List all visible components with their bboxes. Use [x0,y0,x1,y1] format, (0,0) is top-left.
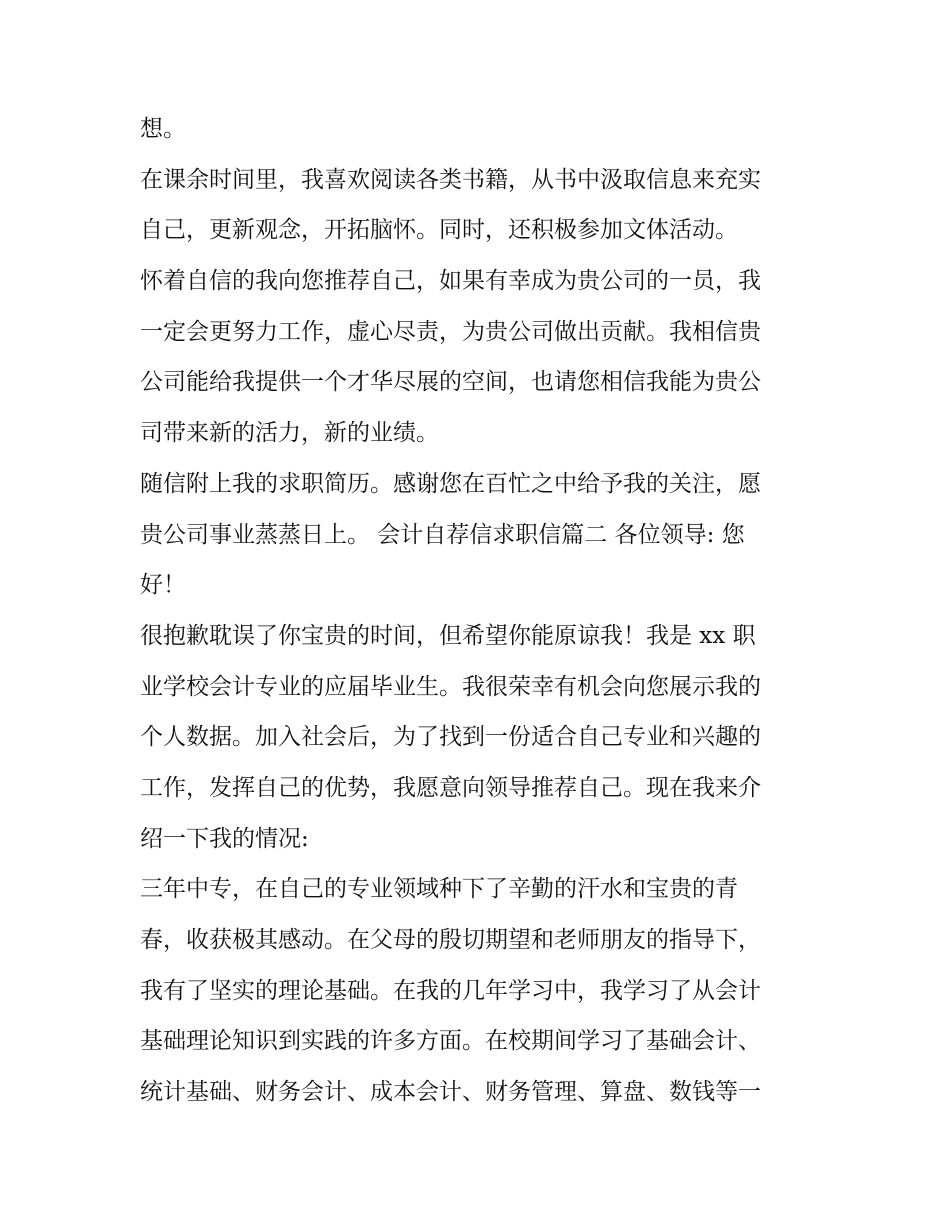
text-line: 一定会更努力工作，虚心尽责，为贵公司做出贡献。我相信贵 [140,318,761,345]
text-line: 公司能给我提供一个才华尽展的空间，也请您相信我能为贵公 [140,369,761,396]
text-line: 春，收获极其感动。在父母的殷切期望和老师朋友的指导下， [140,927,761,953]
text-line: 想。 [140,116,186,142]
text-line: 个人数据。加入社会后，为了找到一份适合自己专业和兴趣的 [140,724,761,751]
text-line: 我有了坚实的理论基础。在我的几年学习中，我学习了从会计 [140,977,761,1004]
text-line: 三年中专，在自己的专业领域种下了辛勤的汗水和宝贵的青 [140,876,738,903]
text-line: 贵公司事业蒸蒸日上。 会计自荐信求职信篇二 各位领导: 您 [140,521,745,548]
body-text [140,104,830,1118]
text-line: 基础理论知识到实践的许多方面。在校期间学习了基础会计、 [140,1028,761,1055]
text-line: 工作，发挥自己的优势，我愿意向领导推荐自己。现在我来介 [140,774,761,801]
text-line: 怀着自信的我向您推荐自己，如果有幸成为贵公司的一员，我 [140,268,761,295]
text-line: 统计基础、财务会计、成本会计、财务管理、算盘、数钱等一 [140,1079,761,1106]
text-line: 自己，更新观念，开拓脑怀。同时，还积极参加文体活动。 [140,217,738,244]
text-line: 业学校会计专业的应届毕业生。我很荣幸有机会向您展示我的 [140,673,761,700]
text-line: 很抱歉耽误了你宝贵的时间，但希望你能原谅我！我是 xx 职 [140,622,756,649]
text-line: 绍一下我的情况: [140,825,309,852]
text-line: 好！ [140,572,186,599]
text-line: 随信附上我的求职简历。感谢您在百忙之中给予我的关注，愿 [140,470,761,497]
text-line: 在课余时间里，我喜欢阅读各类书籍，从书中汲取信息来充实 [140,166,761,193]
text-line: 司带来新的活力，新的业绩。 [140,420,439,447]
